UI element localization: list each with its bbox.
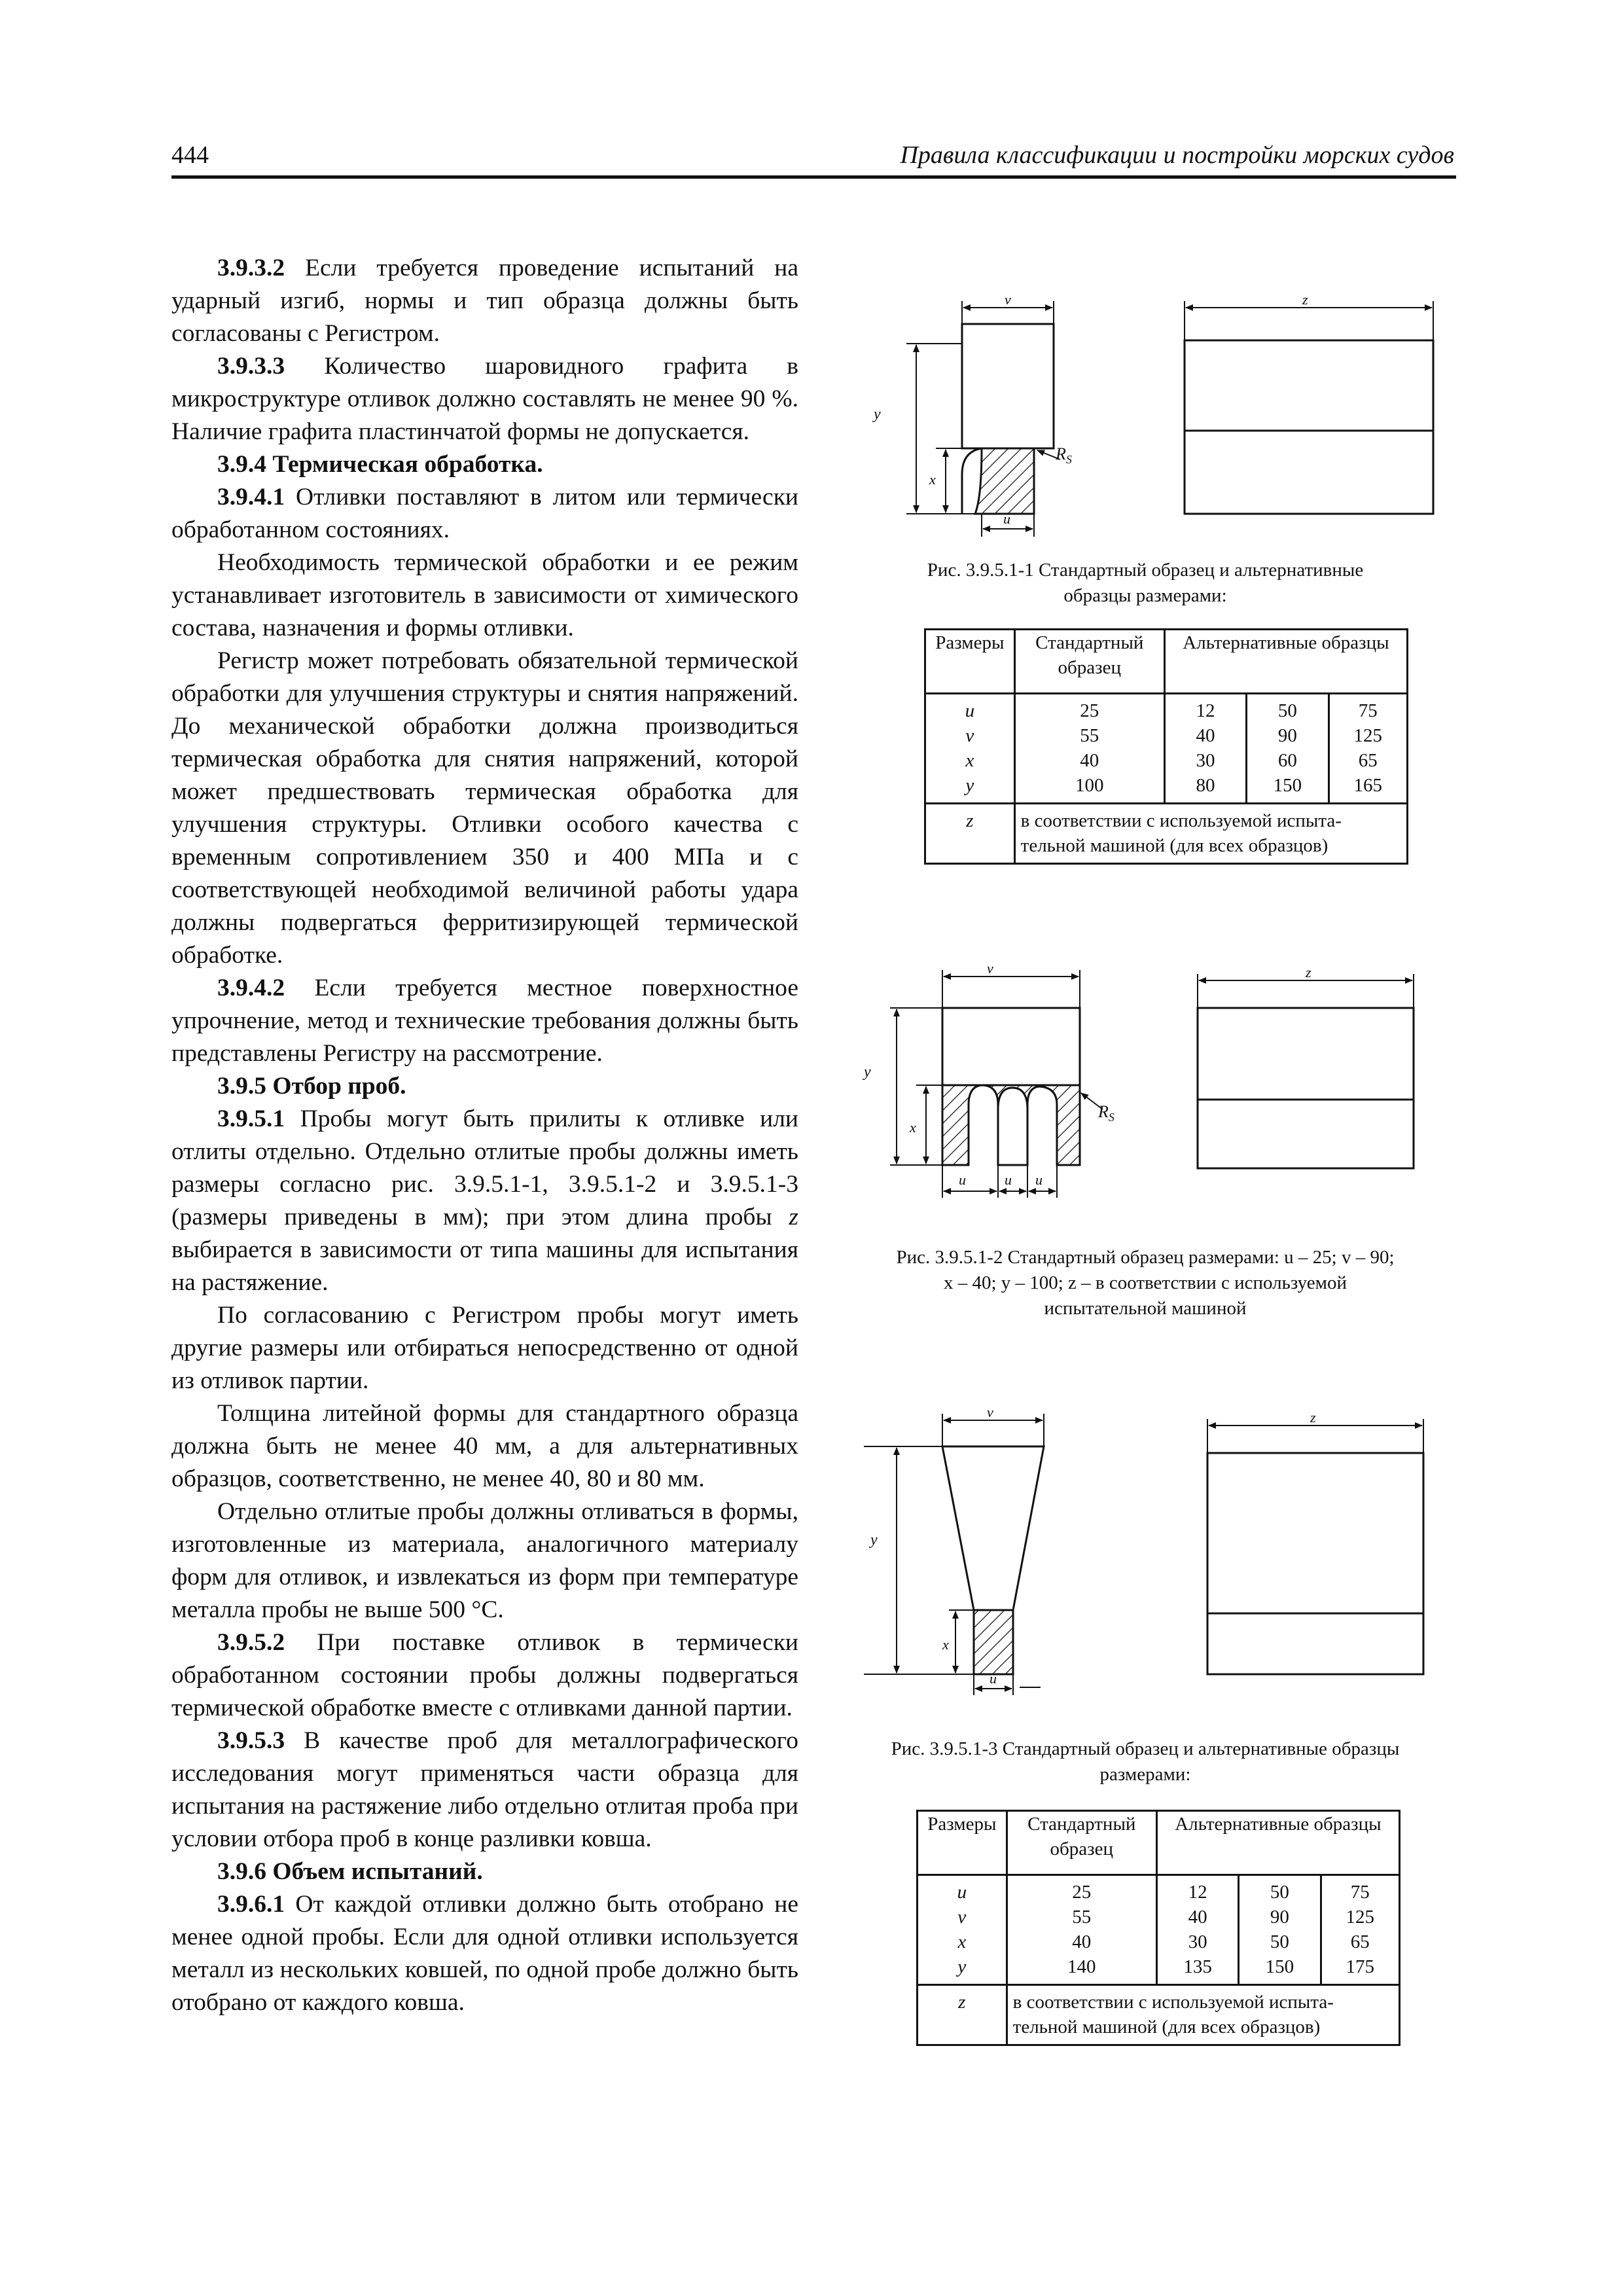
paragraph-3-9-4-2 (171, 972, 798, 1070)
th-alternative: Альтернативные образцы (1164, 630, 1407, 694)
heading-3-9-4 (171, 448, 798, 481)
paragraph-text: Пробы могут быть прилиты к отливке или отлиты отдельно. Отдельно отлитые пробы должны иметь размеры согласно рис. 3.9.5.1-1, 3.9.5.1-2 и 3.9.5.1-3 (размеры приведены в мм); при этом длина пробы (171, 1105, 798, 1230)
paragraph-3-9-6-1 (171, 1888, 798, 2019)
hatched-specimen-leg (975, 448, 1034, 514)
clause-number: 3.9.5.3 (217, 1727, 285, 1754)
label-v: v (987, 962, 993, 977)
paragraph-3-9-5-3 (171, 1725, 798, 1856)
paragraph-text: В качестве проб для металлографического исследования могут применяться части образца для испытания на растяжение либо отдельно отлитая проба при условии отбора проб в конце разливки ковша. (171, 1727, 798, 1852)
paragraph-text: От каждой отливки должно быть отобрано не менее одной пробы. Если для одной отливки используется металл из нескольких ковшей, по одной пробе должно быть отобрано от каждого ковша. (171, 1891, 798, 2016)
label-z: z (1306, 964, 1311, 980)
clause-number: 3.9.5.1 (217, 1105, 285, 1132)
label-rs: $R_S$ (1056, 444, 1072, 466)
th-alternative: Альтернативные образцы (1156, 1811, 1399, 1875)
paragraph-3-9-5-1 (171, 1103, 798, 1299)
paragraph: Толщина литейной формы для стандартного образца должна быть не менее 40 мм, а для альтернативных образцов, соответственно, не менее 40, 80 и 80 мм. (171, 1400, 798, 1492)
th-sizes: Размеры (918, 1811, 1007, 1875)
running-title: Правила классификации и постройки морских судов (900, 141, 1454, 169)
section-heading: 3.9.6 Объем испытаний. (217, 1858, 483, 1885)
label-z: z (1310, 1409, 1316, 1426)
paragraph: Регистр может потребовать обязательной термической обработки для улучшения структуры и снятия напряжений. До механической обработки должна производиться термическая обработка для снятия напряжений, которой может предшествовать термическая обработка для улучшения структуры. Отливки особого качества с временным сопротивлением 350 и 400 МПа и с соответствующей необходимой величиной работы удара должны подвергаться ферритизирующей термической обработке. (171, 647, 798, 969)
label-u: u (990, 1670, 997, 1687)
figure-3-drawing (844, 1394, 1453, 1715)
header-rule (171, 175, 1456, 179)
label-x: x (942, 1636, 949, 1653)
label-y: y (870, 1532, 878, 1549)
clause-number: 3.9.3.3 (217, 353, 285, 380)
th-standard: Стандартный образец (1007, 1811, 1156, 1875)
section-heading: 3.9.4 Термическая обработка. (217, 451, 543, 478)
page-number: 444 (171, 141, 209, 169)
label-u: u (1003, 511, 1010, 527)
paragraph-text: выбирается в зависимости от типа машины для испытания на растяжение. (171, 1236, 798, 1296)
figure-2-drawing (844, 962, 1453, 1224)
table-row: u v x y 25 55 40 100 12 40 30 80 50 90 60 150 75 125 65 165 (925, 694, 1408, 804)
specimen-length-view (1185, 340, 1433, 514)
paragraph-3-9-3-3 (171, 350, 798, 448)
paragraph-3-9-3-2 (171, 252, 798, 350)
paragraph-text: Если требуется местное поверхностное упрочнение, метод и технические требования должны быть представлены Регистру на рассмотрение. (171, 975, 798, 1067)
label-v: v (987, 1404, 993, 1420)
table-row: z в соответствии с используемой испыта- тельной машиной (для всех образцов) (918, 1985, 1400, 2045)
paragraph-text: Если требуется проведение испытаний на ударный изгиб, нормы и тип образца должны быть согласованы с Регистром. (171, 255, 798, 347)
label-x: x (929, 471, 936, 488)
tapered-specimen (942, 1446, 1044, 1610)
label-v: v (1005, 291, 1011, 308)
table-specimen-sizes-2 (916, 1810, 1400, 2046)
label-u: u (1005, 1172, 1012, 1188)
paragraph: По согласованию с Регистром пробы могут иметь другие размеры или отбираться непосредственно от одной из отливок партии. (171, 1302, 798, 1394)
specimen-length-view (1207, 1453, 1423, 1674)
heading-3-9-5 (171, 1070, 798, 1103)
label-y: y (874, 406, 881, 423)
hatched-specimen-leg (974, 1610, 1013, 1674)
paragraph: Отдельно отлитые пробы должны отливаться в формы, изготовленные из материала, аналогичного материалу форм для отливок, и извлекаться из форм при температуре металла пробы не выше 500 °С. (171, 1498, 798, 1623)
figure-1-caption: Рис. 3.9.5.1-1 Стандартный образец и альтернативные образцы размерами: (927, 560, 1364, 606)
table-row: u v x y 25 55 40 140 12 40 30 135 50 90 50 150 75 125 65 175 (918, 1875, 1400, 1985)
section-heading: 3.9.5 Отбор проб. (217, 1073, 406, 1100)
paragraph-text: При поставке отливок в термически обработанном состоянии пробы должны подвергаться термической обработке вместе с отливками данной партии. (171, 1629, 798, 1721)
label-z: z (1302, 291, 1308, 308)
clause-number: 3.9.4.2 (217, 975, 285, 1001)
body-text-column (171, 252, 798, 2019)
table-row: z в соответствии с используемой испыта- тельной машиной (для всех образцов) (925, 804, 1408, 864)
paragraph-text: Количество шаровидного графита в микроструктуре отливок должно составлять не менее 90 %. Наличие графита пластинчатой формы не допускается. (171, 353, 798, 445)
label-x: x (910, 1119, 916, 1136)
label-rs: $R_S$ (1098, 1102, 1115, 1124)
specimen-length-view (1198, 1008, 1414, 1168)
clause-number: 3.9.6.1 (217, 1891, 285, 1918)
clause-number: 3.9.5.2 (217, 1629, 285, 1656)
specimen-top-block (942, 1008, 1080, 1085)
figure-2-caption: Рис. 3.9.5.1-2 Стандартный образец размерами: u – 25; v – 90; x – 40; y – 100; z – в соответствии с используемой испытательной машиной (896, 1247, 1395, 1319)
table-specimen-sizes-1 (924, 628, 1408, 865)
clause-number: 3.9.4.1 (217, 484, 285, 511)
label-u: u (1035, 1172, 1043, 1188)
th-sizes: Размеры (925, 630, 1015, 694)
variable-z: z (789, 1204, 798, 1230)
label-y: y (864, 1064, 871, 1081)
paragraph-text: Отливки поставляют в литом или термически обработанном состояниях. (171, 484, 798, 543)
th-standard: Стандартный образец (1014, 630, 1164, 694)
clause-number: 3.9.3.2 (217, 255, 285, 281)
paragraph-3-9-4-1 (171, 481, 798, 547)
figure-3-caption: Рис. 3.9.5.1-3 Стандартный образец и альтернативные образцы размерами: (891, 1738, 1400, 1785)
heading-3-9-6 (171, 1856, 798, 1888)
label-u: u (959, 1172, 966, 1188)
specimen-top-block (962, 324, 1054, 448)
figure-1-drawing (844, 288, 1446, 550)
paragraph-3-9-5-2 (171, 1626, 798, 1725)
paragraph: Необходимость термической обработки и ее режим устанавливает изготовитель в зависимости от химического состава, назначения и формы отливки. (171, 549, 798, 641)
